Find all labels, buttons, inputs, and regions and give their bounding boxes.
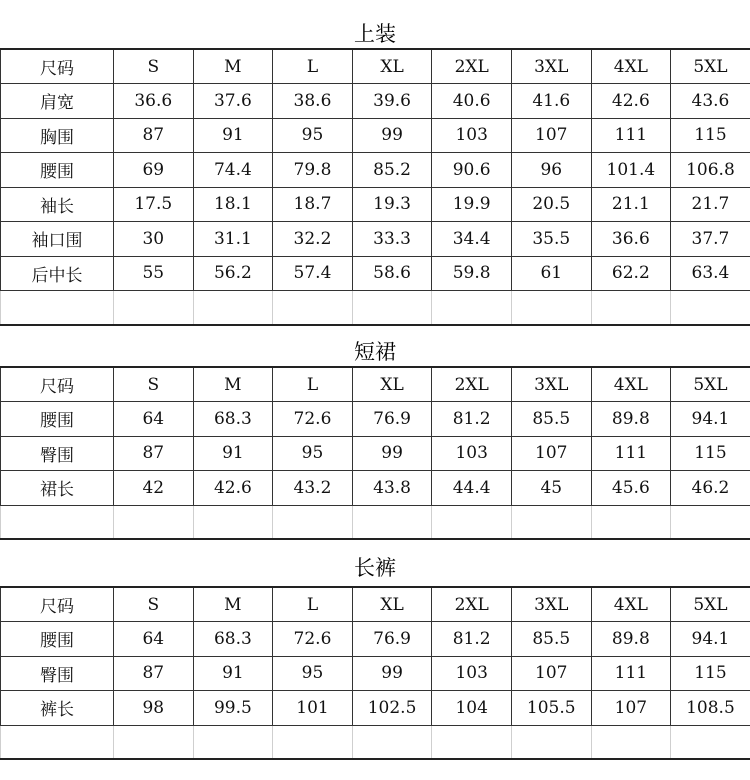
table-cell: 18.7 — [273, 187, 353, 222]
table-row — [1, 187, 750, 222]
table-cell: 34.4 — [432, 222, 512, 257]
header-cell: 3XL — [511, 587, 591, 622]
table-cell: 115 — [671, 436, 750, 471]
empty-cell — [114, 505, 194, 539]
table-cell: 57.4 — [273, 256, 353, 291]
table-row — [1, 471, 750, 506]
table-cell: 98 — [114, 691, 194, 726]
empty-row — [1, 725, 750, 759]
table-row — [1, 622, 750, 657]
header-cell: 3XL — [511, 49, 591, 84]
size-table-skirt — [0, 366, 750, 540]
table-cell: 63.4 — [671, 256, 750, 291]
table-row — [1, 222, 750, 257]
table-cell: 36.6 — [591, 222, 671, 257]
table-cell: 101 — [273, 691, 353, 726]
table-cell: 37.7 — [671, 222, 750, 257]
table-cell: 62.2 — [591, 256, 671, 291]
empty-cell — [193, 291, 273, 325]
table-cell: 59.8 — [432, 256, 512, 291]
table-cell: 99 — [352, 436, 432, 471]
table-cell: 43.8 — [352, 471, 432, 506]
header-cell: 尺码 — [1, 587, 114, 622]
empty-cell — [671, 505, 750, 539]
table-cell: 55 — [114, 256, 194, 291]
table-cell: 74.4 — [193, 153, 273, 188]
table-cell: 99.5 — [193, 691, 273, 726]
table-cell: 87 — [114, 436, 194, 471]
table-cell: 104 — [432, 691, 512, 726]
table-cell: 36.6 — [114, 84, 194, 119]
table-title-tops: 上装 — [354, 22, 396, 46]
header-cell: S — [114, 367, 194, 402]
empty-cell — [591, 725, 671, 759]
table-cell: 107 — [591, 691, 671, 726]
table-cell: 44.4 — [432, 471, 512, 506]
table-cell: 81.2 — [432, 402, 512, 437]
empty-cell — [114, 725, 194, 759]
table-cell: 64 — [114, 622, 194, 657]
table-cell: 85.2 — [352, 153, 432, 188]
header-cell: L — [273, 367, 353, 402]
empty-cell — [432, 291, 512, 325]
size-table-body — [1, 367, 750, 539]
empty-cell — [511, 291, 591, 325]
table-row — [1, 256, 750, 291]
table-cell: 32.2 — [273, 222, 353, 257]
header-cell: 4XL — [591, 587, 671, 622]
table-cell: 17.5 — [114, 187, 194, 222]
table-row — [1, 153, 750, 188]
table-cell: 43.2 — [273, 471, 353, 506]
size-table-body — [1, 49, 750, 325]
row-label-cell: 胸围 — [1, 118, 114, 153]
table-cell: 21.1 — [591, 187, 671, 222]
table-cell: 42.6 — [591, 84, 671, 119]
row-label-cell: 臀围 — [1, 656, 114, 691]
row-label-cell: 腰围 — [1, 402, 114, 437]
row-label-cell: 肩宽 — [1, 84, 114, 119]
empty-cell — [352, 725, 432, 759]
row-label-cell: 腰围 — [1, 622, 114, 657]
header-cell: 5XL — [671, 367, 750, 402]
header-cell: 4XL — [591, 367, 671, 402]
table-cell: 46.2 — [671, 471, 750, 506]
header-cell: M — [193, 587, 273, 622]
header-cell: 5XL — [671, 49, 750, 84]
table-cell: 56.2 — [193, 256, 273, 291]
empty-cell — [432, 505, 512, 539]
table-cell: 43.6 — [671, 84, 750, 119]
empty-cell — [591, 505, 671, 539]
table-cell: 107 — [511, 656, 591, 691]
table-cell: 89.8 — [591, 622, 671, 657]
table-cell: 89.8 — [591, 402, 671, 437]
table-cell: 96 — [511, 153, 591, 188]
table-title-skirt: 短裙 — [354, 340, 396, 364]
table-cell: 99 — [352, 656, 432, 691]
empty-cell — [273, 725, 353, 759]
header-cell: M — [193, 367, 273, 402]
table-cell: 115 — [671, 656, 750, 691]
size-table-tops — [0, 48, 750, 326]
empty-cell — [1, 505, 114, 539]
table-cell: 76.9 — [352, 402, 432, 437]
header-cell: 2XL — [432, 587, 512, 622]
table-cell: 68.3 — [193, 402, 273, 437]
table-cell: 37.6 — [193, 84, 273, 119]
table-cell: 95 — [273, 436, 353, 471]
table-cell: 68.3 — [193, 622, 273, 657]
table-row — [1, 402, 750, 437]
table-cell: 18.1 — [193, 187, 273, 222]
empty-cell — [1, 291, 114, 325]
table-cell: 40.6 — [432, 84, 512, 119]
table-cell: 94.1 — [671, 402, 750, 437]
table-cell: 107 — [511, 118, 591, 153]
header-cell: 尺码 — [1, 49, 114, 84]
table-cell: 38.6 — [273, 84, 353, 119]
table-cell: 31.1 — [193, 222, 273, 257]
table-cell: 90.6 — [432, 153, 512, 188]
table-cell: 111 — [591, 436, 671, 471]
table-cell: 42.6 — [193, 471, 273, 506]
empty-cell — [1, 725, 114, 759]
table-cell: 111 — [591, 656, 671, 691]
table-cell: 81.2 — [432, 622, 512, 657]
header-cell: XL — [352, 49, 432, 84]
table-cell: 111 — [591, 118, 671, 153]
empty-cell — [273, 505, 353, 539]
header-cell: M — [193, 49, 273, 84]
table-cell: 103 — [432, 118, 512, 153]
table-cell: 45.6 — [591, 471, 671, 506]
table-cell: 91 — [193, 656, 273, 691]
header-cell: L — [273, 587, 353, 622]
header-cell: 4XL — [591, 49, 671, 84]
empty-cell — [671, 291, 750, 325]
empty-cell — [193, 725, 273, 759]
table-cell: 102.5 — [352, 691, 432, 726]
empty-cell — [352, 291, 432, 325]
header-cell: 5XL — [671, 587, 750, 622]
table-cell: 87 — [114, 656, 194, 691]
table-cell: 19.3 — [352, 187, 432, 222]
table-header-row — [1, 49, 750, 84]
table-cell: 72.6 — [273, 402, 353, 437]
table-cell: 35.5 — [511, 222, 591, 257]
table-row — [1, 691, 750, 726]
header-cell: L — [273, 49, 353, 84]
table-header-row — [1, 587, 750, 622]
table-cell: 107 — [511, 436, 591, 471]
table-cell: 91 — [193, 436, 273, 471]
empty-cell — [193, 505, 273, 539]
row-label-cell: 腰围 — [1, 153, 114, 188]
table-cell: 79.8 — [273, 153, 353, 188]
table-cell: 58.6 — [352, 256, 432, 291]
table-cell: 115 — [671, 118, 750, 153]
table-cell: 101.4 — [591, 153, 671, 188]
table-cell: 61 — [511, 256, 591, 291]
table-cell: 19.9 — [432, 187, 512, 222]
table-cell: 108.5 — [671, 691, 750, 726]
table-cell: 85.5 — [511, 622, 591, 657]
empty-row — [1, 291, 750, 325]
table-cell: 45 — [511, 471, 591, 506]
row-label-cell: 裤长 — [1, 691, 114, 726]
table-cell: 69 — [114, 153, 194, 188]
header-cell: XL — [352, 367, 432, 402]
empty-cell — [511, 725, 591, 759]
header-cell: 2XL — [432, 49, 512, 84]
empty-cell — [591, 291, 671, 325]
empty-row — [1, 505, 750, 539]
table-cell: 85.5 — [511, 402, 591, 437]
table-cell: 42 — [114, 471, 194, 506]
row-label-cell: 臀围 — [1, 436, 114, 471]
row-label-cell: 裙长 — [1, 471, 114, 506]
table-cell: 30 — [114, 222, 194, 257]
table-cell: 64 — [114, 402, 194, 437]
table-cell: 95 — [273, 118, 353, 153]
table-cell: 103 — [432, 436, 512, 471]
table-cell: 72.6 — [273, 622, 353, 657]
table-cell: 20.5 — [511, 187, 591, 222]
table-title-pants: 长裤 — [354, 556, 396, 580]
empty-cell — [273, 291, 353, 325]
table-header-row — [1, 367, 750, 402]
header-cell: 2XL — [432, 367, 512, 402]
header-cell: XL — [352, 587, 432, 622]
table-cell: 21.7 — [671, 187, 750, 222]
table-cell: 91 — [193, 118, 273, 153]
header-cell: 3XL — [511, 367, 591, 402]
table-cell: 87 — [114, 118, 194, 153]
table-row — [1, 436, 750, 471]
table-cell: 105.5 — [511, 691, 591, 726]
table-cell: 106.8 — [671, 153, 750, 188]
size-table-body — [1, 587, 750, 759]
empty-cell — [114, 291, 194, 325]
table-row — [1, 118, 750, 153]
size-table-pants — [0, 586, 750, 760]
table-cell: 33.3 — [352, 222, 432, 257]
empty-cell — [352, 505, 432, 539]
header-cell: S — [114, 49, 194, 84]
empty-cell — [511, 505, 591, 539]
table-cell: 103 — [432, 656, 512, 691]
empty-cell — [432, 725, 512, 759]
row-label-cell: 袖口围 — [1, 222, 114, 257]
header-cell: S — [114, 587, 194, 622]
row-label-cell: 后中长 — [1, 256, 114, 291]
table-row — [1, 84, 750, 119]
table-cell: 99 — [352, 118, 432, 153]
empty-cell — [671, 725, 750, 759]
table-cell: 41.6 — [511, 84, 591, 119]
table-cell: 76.9 — [352, 622, 432, 657]
table-cell: 94.1 — [671, 622, 750, 657]
table-cell: 95 — [273, 656, 353, 691]
table-cell: 39.6 — [352, 84, 432, 119]
header-cell: 尺码 — [1, 367, 114, 402]
table-row — [1, 656, 750, 691]
row-label-cell: 袖长 — [1, 187, 114, 222]
